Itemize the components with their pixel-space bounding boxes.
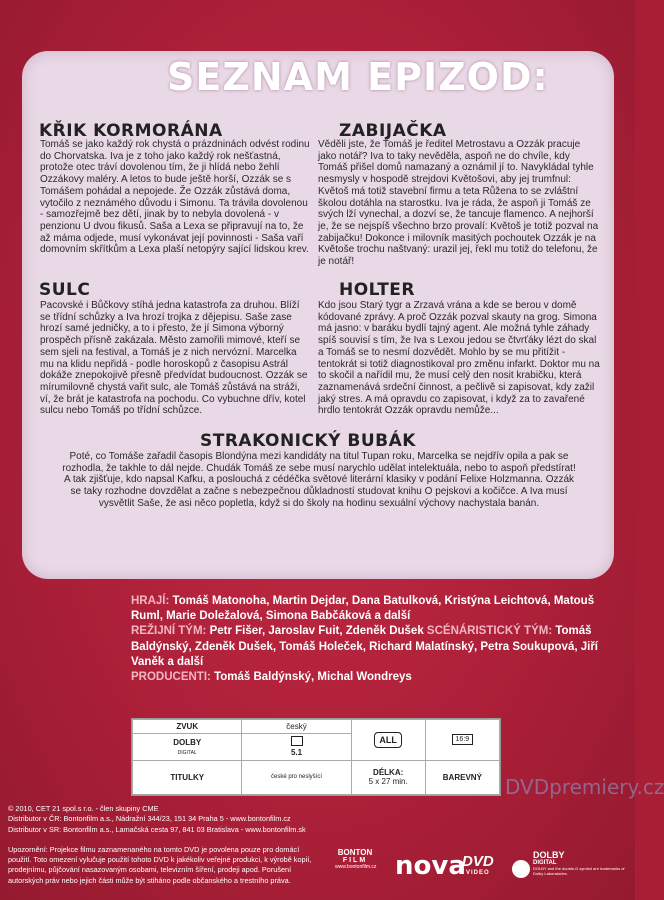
dvd-video-label: VIDEO: [466, 870, 490, 876]
dvd-video-logo: [462, 853, 494, 876]
dolby-logo: [533, 850, 631, 876]
distributor-cz: Distributor v ČR: Bontonfilm a.s., Nádražní 344/23, 151 34 Praha 5 - www.bontonfilm.cz: [8, 814, 291, 824]
channels-value: 5.1: [290, 748, 303, 758]
credits-block: [131, 594, 611, 685]
dolby-logo-text: DOLBY: [533, 850, 565, 860]
channels-cell: [242, 734, 351, 760]
credits-label: SCÉNÁRISTICKÝ TÝM:: [426, 625, 553, 638]
distributor-sk: Distributor v SR: Bontonfilm a.s., Lamačská cesta 97, 841 03 Bratislava - www.bontonfilm.sk: [8, 824, 306, 834]
episode-text: Věděli jste, že Tomáš je ředitel Metrostavu a Ozzák pracuje jako notář? Iva to taky nevěděla, aspoň ne do chvíle, kdy Tomáš přišel domů namazaný a oznámil jí to. Navykládal tyhle nesmysly v hospodě strejdovi Květošovi, aby jej trumfnul: Květoš má totiž stavební firmu a teta Růžena to se zvláštní školou dotáhla na starostku. Iva je ráda, že aspoň ji Tomáš ze svých lží vynechal, a dozví se, že tancuje flamenco. A nejhorší je, že se nejspíš všechno brzo provalí: Květoš je totiž pozval na zabijačku! Dokonce i milovník masitých pochoutek Ozzák je na Květoše trochu naštvaný: urazil jej, řekl mu totiž do telefonu, že je notář!: [318, 139, 599, 268]
credits-value: Petr Fišer, Jaroslav Fuit, Zdeněk Dušek: [209, 625, 424, 638]
episode-list-panel: [22, 51, 614, 579]
bonton-url: www.bontonfilm.cz: [335, 864, 377, 870]
watermark: DVDpremiery.cz: [505, 775, 664, 799]
episode-title: HOLTER: [339, 280, 415, 300]
credits-label: REŽIJNÍ TÝM:: [131, 625, 207, 638]
length-value: 5 x 27 min.: [368, 777, 408, 787]
panel-title: SEZNAM EPIZOD:: [167, 55, 549, 99]
episode-text: Tomáš se jako každý rok chystá o prázdninách odvést rodinu do Chorvatska. Iva je z toho jako každý rok nešťastná, protože otec tráví dovolenou tím, že ji hlídá nebo žehlí Ozzákovy maléry. A letos to bude ještě horší, Ozzák se s Tomášem pohádal a nepojede. Že Ozzák zůstává doma, vytočilo z neznámého důvodu i Simonu. Ta trávila dovolenou - samozřejmě bez dětí, jinak by to nebyla dovolená - v penzionu U dvou fikusů. Saša a Lexa se připravují na to, že až máma odjede, musí vykonávat její povinnosti - Saša vaří domovním skřítkům a Lexa plaší netopýry sající lidskou krev.: [40, 139, 310, 256]
episode-title: SULC: [39, 280, 91, 300]
credits-value: Tomáš Baldýnský, Zdeněk Dušek, Tomáš Holeček, Richard Malatínský, Petra Soukupová, Jiří Vaněk a další: [131, 625, 598, 668]
credits-value: Tomáš Matonoha, Martin Dejdar, Dana Batulková, Kristýna Leichtová, Matouš Ruml, Marie Doležalová, Simona Babčáková a další: [131, 595, 595, 623]
aspect-ratio-icon: 16:9: [452, 734, 474, 745]
credits-label: PRODUCENTI:: [131, 671, 211, 684]
digital-label: DIGITAL: [177, 749, 197, 756]
legal-warning: Upozornění: Projekce filmu zaznamenaného na tomto DVD je povolena pouze pro domácí použití. Toto omezení vylučuje použití tohoto DVD k jakékoliv veřejné produkci, k výrobě kopií, prodejnímu, půjčování nasazovaným osobami, televizním šíření, prodeji apod. Porušení autorských práv nebo jejich části může být stiháno podle občanského a trestního práva.: [8, 845, 312, 885]
length-label: DÉLKA:: [373, 768, 404, 778]
dolby-trademark-note: DOLBY and the double-D symbol are trademarks of Dolby Laboratories.: [533, 866, 625, 876]
dolby-digital-text: DIGITAL: [533, 860, 557, 866]
spec-label: ZVUK: [133, 720, 242, 734]
dolby-cell: [133, 734, 242, 760]
episode-text: Pacovské i Bůčkovy stíhá jedna katastrofa za druhou. Blíží se třídní schůzky a Iva hrozí trojka z dějepisu. Saše zase hrozí samé jedničky, a to i přesto, že jí Simona výborný prospěch přísně zakázala. Město zamořili mimové, kteří se sem sjeli na festival, a Tomáš je z nich nervózní. Marcelka mu na klidu nepřidá - podle horoskopů z časopisu Astrál dokáže znepokojivě přesně předvídat budoucnost. Ozzák se mírumilovně chystá vařit sulc, ale Tomáš zůstává na stráži, ví, že brát je katastrofa na pochodu. Co vybuchne dřív, kotel sulcu nebo Tomáš po třídní schůzce.: [40, 300, 308, 417]
bonton-logo: [335, 848, 375, 870]
tech-specs-table: [131, 718, 501, 796]
region-all-icon: ALL: [374, 732, 402, 748]
copyright-line: © 2010, CET 21 spol.s r.o. - člen skupiny CME: [8, 804, 159, 813]
bonton-logo-text: BONTON: [337, 848, 373, 857]
legal-info: [8, 804, 318, 835]
episode-title: KŘIK KORMORÁNA: [39, 121, 223, 141]
dolby-label: DOLBY: [173, 737, 202, 747]
episode-text: Poté, co Tomáše zařadil časopis Blondýna mezi kandidáty na titul Tupan roku, Marcelka se nejdřív opila a pak se rozhodla, že takhle to dál nejde. Chudák Tomáš ze sebe musí narychlo udělat intelektuála, nebo to aspoň předstírat! A tak zjišťuje, kdo napsal Kafku, a poslouchá z cédéčka světové literární klasiky v podání Felixe Holzmanna. Ozzák se taky rozhodne dovzdělat a začne s nebezpečnou důkladností studovat knihu O pejskovi a kočičce. A Iva musí vysvětlit Saše, že asi něco popletla, když si do školy na hodinu sexuální výchovy nachystala banán.: [62, 451, 576, 509]
episode-title: STRAKONICKÝ BUBÁK: [200, 431, 416, 451]
episode-title: ZABIJAČKA: [339, 121, 447, 141]
speaker-layout-icon: [291, 736, 303, 746]
bonton-logo-sub: FILM: [342, 857, 368, 864]
region-cell: [351, 720, 425, 761]
spec-value: český: [242, 720, 351, 734]
episode-text: Kdo jsou Starý tygr a Zrzavá vrána a kde se berou v domě kódované zprávy. A proč Ozzák pozval skauty na grog. Simona má jasno: v baráku bydlí tajný agent. Ale možná tyhle záhady spíš souvisí s tím, že Iva s Lexou jedou se čtvrťáky lézt do skal a Tomáš se to nesmí dozvědět. Mohlo by se mu přitížit - tentokrát si totiž diagnostikoval pro změnu infarkt. Doktor mu na to skočil a nařídil mu, že musí celý den nosit krabičku, která zaznamenává srdeční činnost, a pečlivě si zapisovat, kdy zažil jaký stres. A má opravdu co zapisovat, i když za to zavařené hrdlo tentokrát Ozzák opravdu nemůže...: [318, 300, 600, 417]
spec-value: BAREVNÝ: [425, 760, 499, 794]
spec-value: české pro neslyšící: [242, 760, 351, 794]
credits-value: Tomáš Baldýnský, Michal Wondreys: [214, 671, 412, 684]
dvd-logo-text: DVD: [462, 853, 494, 870]
nova-logo: nova: [395, 851, 466, 881]
disc-icon: [512, 860, 530, 878]
credits-label: HRAJÍ:: [131, 595, 170, 607]
ratio-cell: [425, 720, 499, 761]
length-cell: [351, 760, 425, 794]
spec-label: TITULKY: [133, 760, 242, 794]
